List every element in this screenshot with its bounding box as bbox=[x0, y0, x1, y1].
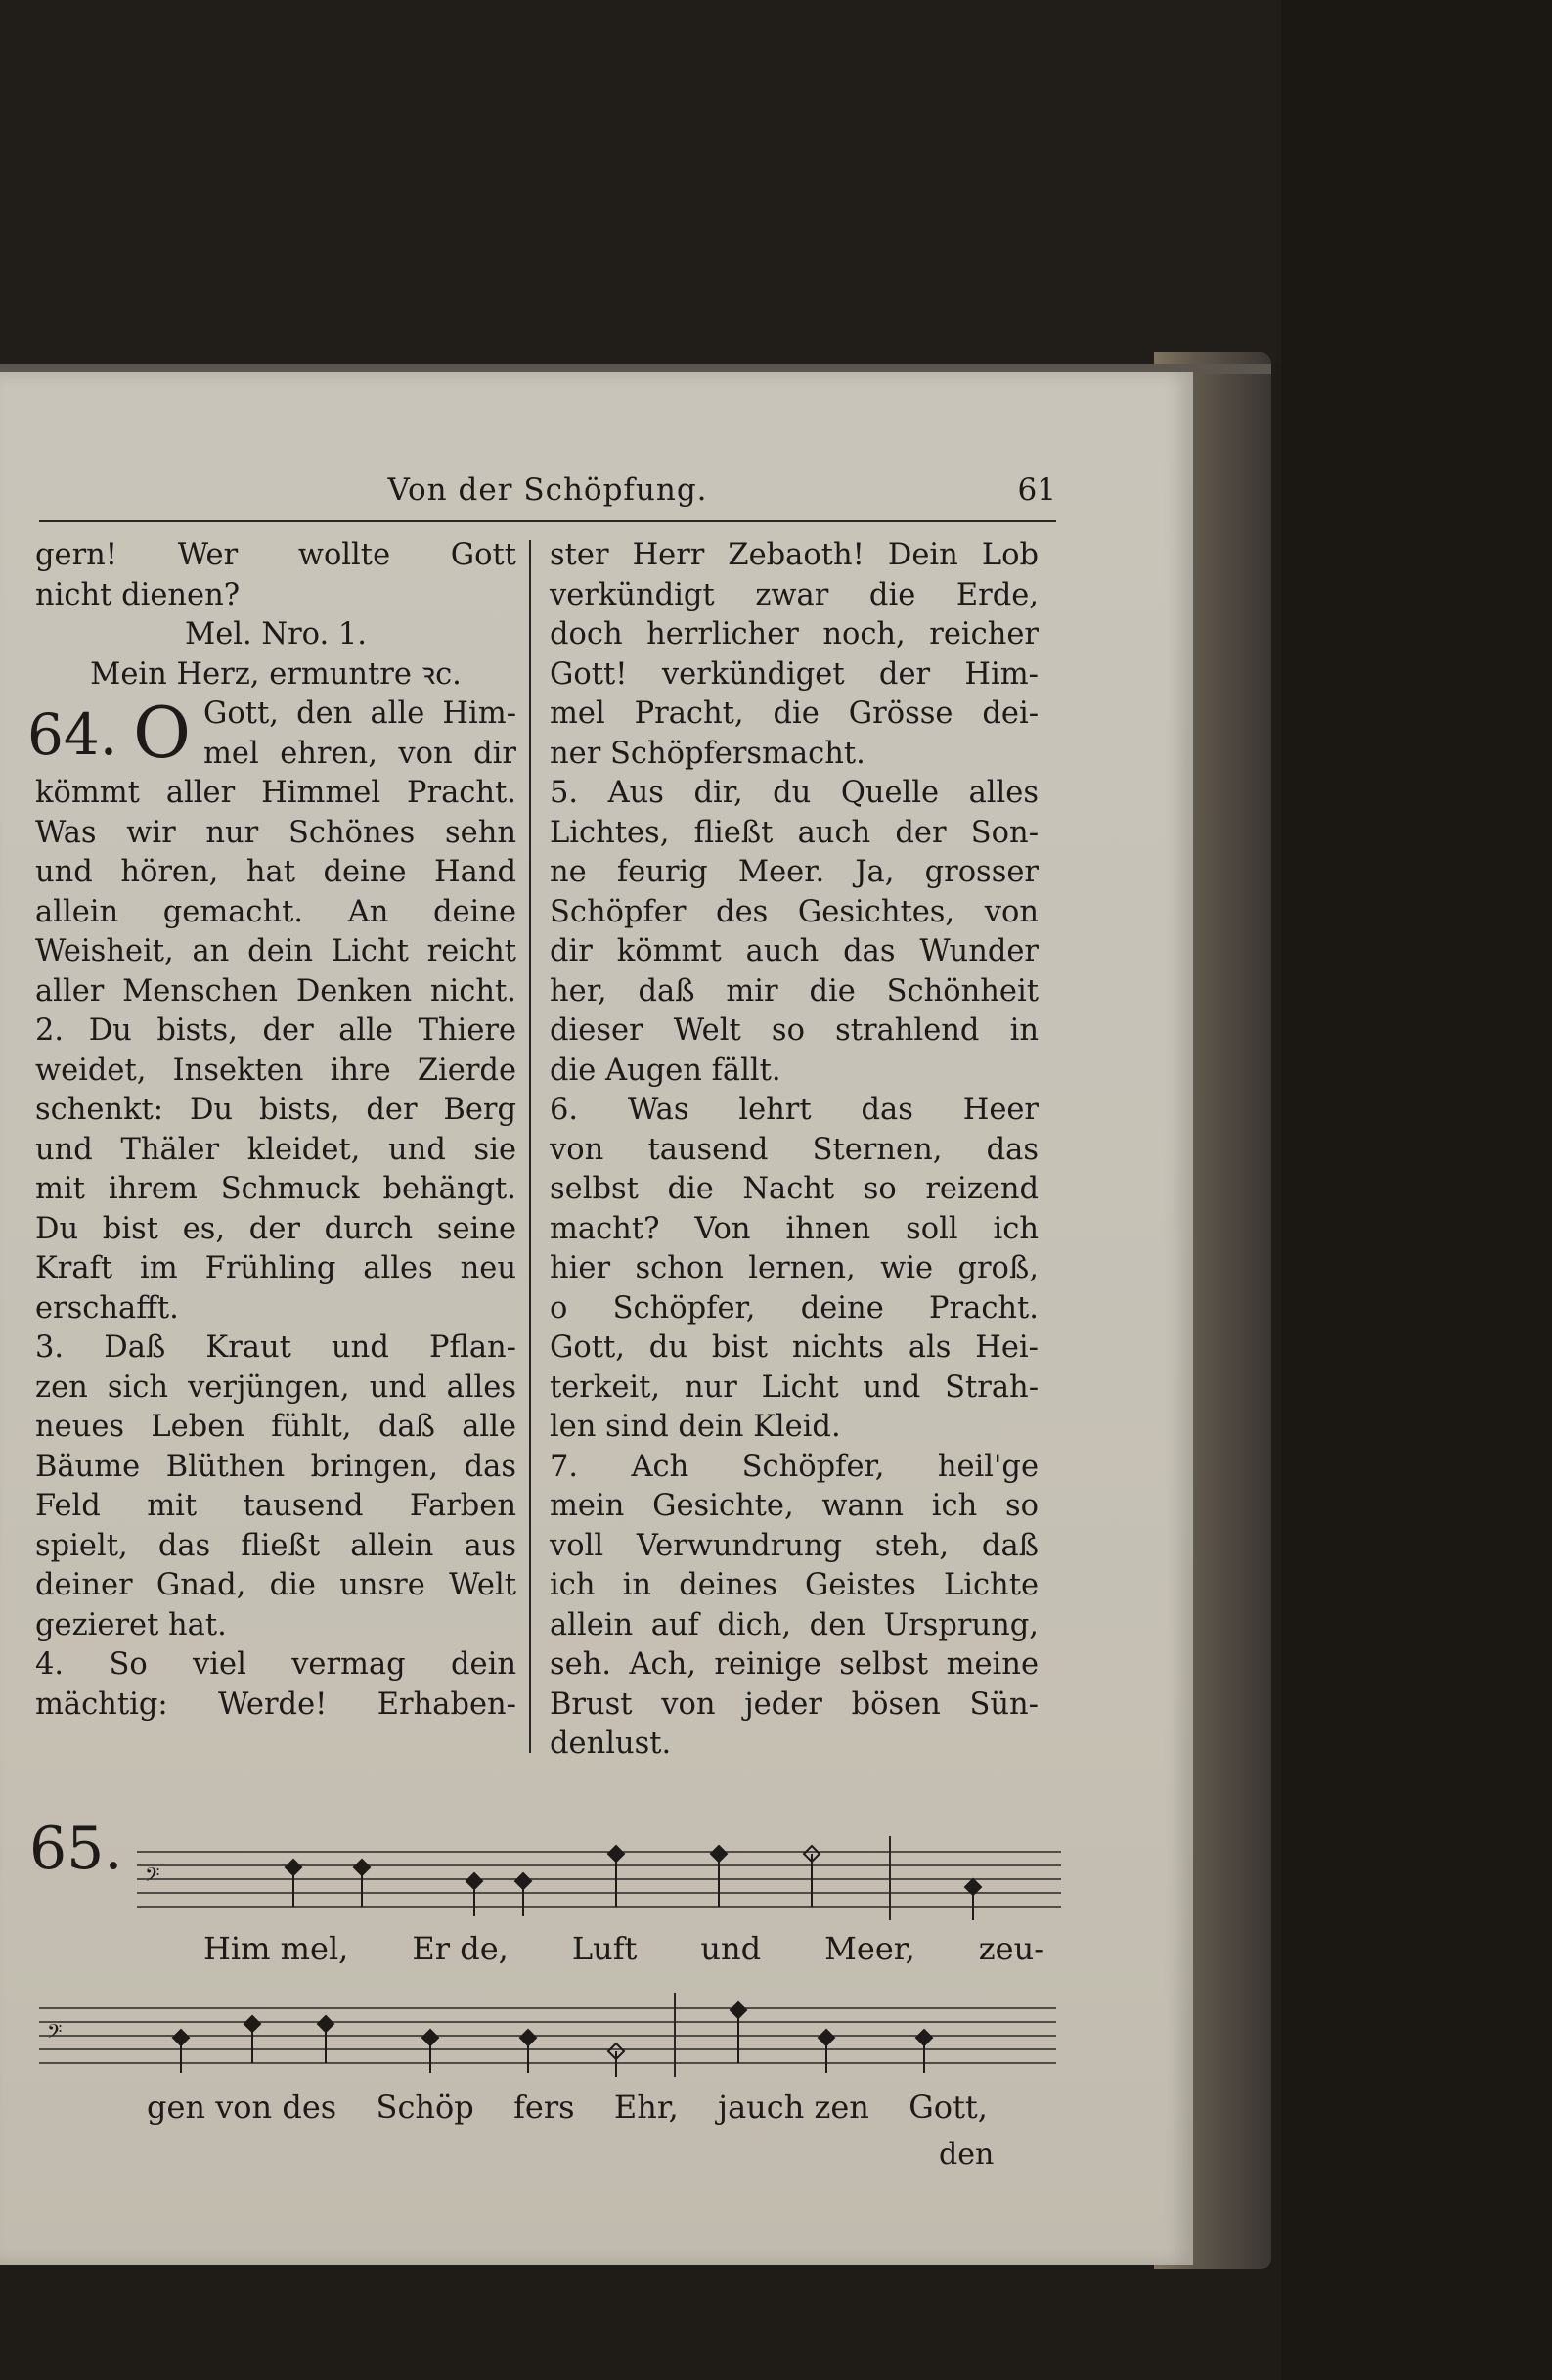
text-line: erschafft. bbox=[35, 1290, 179, 1325]
text-line: von tausend Sternen, das bbox=[550, 1132, 1039, 1167]
text-line: mel ehren, von dir bbox=[203, 736, 516, 771]
text-line: ner Schöpfersmacht. bbox=[550, 736, 865, 771]
text-line: Weisheit, an dein Licht reicht bbox=[35, 934, 516, 968]
column-divider bbox=[529, 540, 531, 1753]
text-line: neues Leben fühlt, daß alle bbox=[35, 1410, 516, 1444]
lyric-syllable: Meer, bbox=[824, 1930, 915, 1967]
text-line: Gott! verkündiget der Him- bbox=[550, 656, 1039, 692]
text-line: Brust von jeder bösen Sün- bbox=[550, 1686, 1039, 1722]
text-line: seh. Ach, reinige selbst meine bbox=[550, 1647, 1039, 1682]
text-line: len sind dein Kleid. bbox=[550, 1410, 841, 1444]
text-line: her, daß mir die Schönheit bbox=[550, 973, 1039, 1009]
text-line: 3. Daß Kraut und Pflan- bbox=[35, 1330, 516, 1365]
hymn-65-music bbox=[29, 1805, 1056, 2172]
text-line: die Augen fällt. bbox=[550, 1053, 781, 1088]
text-line: ich in deines Geistes Lichte bbox=[550, 1568, 1039, 1602]
text-line: ster Herr Zebaoth! Dein Lob bbox=[550, 538, 1039, 572]
text-line: Bäume Blüthen bringen, das bbox=[35, 1449, 516, 1484]
text-line: und hören, hat deine Hand bbox=[35, 855, 516, 889]
text-line: deiner Gnad, die unsre Welt bbox=[35, 1568, 516, 1602]
text-line: macht? Von ihnen soll ich bbox=[550, 1211, 1039, 1246]
text-line: 6. Was lehrt das Heer bbox=[550, 1093, 1039, 1127]
music-staff-2 bbox=[39, 1979, 1066, 2087]
right-column bbox=[550, 536, 1039, 1765]
lyric-syllable: Gott, bbox=[909, 2088, 988, 2126]
text-line: terkeit, nur Licht und Strah- bbox=[550, 1370, 1039, 1405]
text-line: zen sich verjüngen, und alles bbox=[35, 1370, 516, 1405]
svg-text:𝄢: 𝄢 bbox=[145, 1864, 160, 1891]
text-line: allein auf dich, den Ursprung, bbox=[550, 1607, 1039, 1642]
text-line: Gott, den alle Him- bbox=[203, 696, 516, 731]
lyric-syllable: und bbox=[700, 1930, 762, 1967]
page-number: 61 bbox=[1017, 472, 1056, 508]
text-line: ne feurig Meer. Ja, grosser bbox=[550, 855, 1039, 889]
text-line: 7. Ach Schöpfer, heil'ge bbox=[550, 1449, 1039, 1484]
text-line: dir kömmt auch das Wunder bbox=[550, 934, 1039, 968]
lyric-syllable: Er de, bbox=[412, 1930, 509, 1967]
text-line: spielt, das fließt allein aus bbox=[35, 1528, 516, 1563]
text-line: weidet, Insekten ihre Zierde bbox=[35, 1053, 516, 1088]
text-line: verkündigt zwar die Erde, bbox=[550, 577, 1039, 612]
text-line: Lichtes, fließt auch der Son- bbox=[550, 815, 1039, 850]
text-line: 2. Du bists, der alle Thiere bbox=[35, 1013, 516, 1048]
text-line: gezieret hat. bbox=[35, 1607, 227, 1642]
lyric-syllable: Him mel, bbox=[203, 1930, 349, 1967]
text-line: dieser Welt so strahlend in bbox=[550, 1013, 1039, 1048]
lyric-syllable: zeu- bbox=[978, 1930, 1044, 1967]
text-line: o Schöpfer, deine Pracht. bbox=[550, 1290, 1039, 1325]
text-line: doch herrlicher noch, reicher bbox=[550, 617, 1039, 651]
lyrics-line-2 bbox=[147, 2088, 988, 2126]
header-rule bbox=[39, 520, 1056, 522]
hymn-number: 64. bbox=[27, 701, 118, 768]
lyrics-line-1 bbox=[203, 1930, 1044, 1967]
text-line: und Thäler kleidet, und sie bbox=[35, 1132, 516, 1167]
lyric-syllable: jauch zen bbox=[718, 2088, 869, 2126]
text-line: Feld mit tausend Farben bbox=[35, 1489, 516, 1523]
melody-reference: Mein Herz, ermuntre ꝛc. bbox=[90, 656, 462, 692]
text-line: 4. So viel vermag dein bbox=[35, 1647, 516, 1682]
lyric-syllable: Schöp bbox=[376, 2088, 474, 2126]
lyric-syllable: Luft bbox=[571, 1930, 638, 1967]
dark-background-right bbox=[1281, 0, 1552, 2380]
lyric-syllable: gen von des bbox=[147, 2088, 337, 2126]
text-line: 5. Aus dir, du Quelle alles bbox=[550, 776, 1039, 810]
text-line: kömmt aller Himmel Pracht. bbox=[35, 776, 516, 810]
text-line: Du bist es, der durch seine bbox=[35, 1211, 516, 1246]
text-line: mit ihrem Schmuck behängt. bbox=[35, 1172, 516, 1206]
running-header: Von der Schöpfung. bbox=[387, 472, 708, 508]
left-column bbox=[27, 536, 516, 1725]
text-line: Was wir nur Schönes sehn bbox=[35, 815, 516, 850]
text-line: mein Gesichte, wann ich so bbox=[550, 1489, 1039, 1523]
text-line: voll Verwundrung steh, daß bbox=[550, 1528, 1039, 1563]
text-line: nicht dienen? bbox=[35, 577, 241, 612]
text-line: schenkt: Du bists, der Berg bbox=[35, 1093, 516, 1127]
text-line: Gott, du bist nichts als Hei- bbox=[550, 1330, 1039, 1365]
text-line: selbst die Nacht so reizend bbox=[550, 1172, 1039, 1206]
lyric-syllable: Ehr, bbox=[613, 2088, 679, 2126]
svg-text:𝄢: 𝄢 bbox=[47, 2020, 63, 2047]
hymn-number: 65. bbox=[29, 1815, 123, 1883]
text-line: mel Pracht, die Grösse dei- bbox=[550, 696, 1039, 731]
text-line: Kraft im Frühling alles neu bbox=[35, 1251, 516, 1285]
hymn-64-start bbox=[27, 692, 516, 774]
text-line: mächtig: Werde! Erhaben- bbox=[35, 1686, 516, 1722]
lyric-syllable: fers bbox=[513, 2088, 575, 2126]
text-line: gern! Wer wollte Gott bbox=[35, 538, 516, 572]
drop-initial: O bbox=[133, 692, 192, 774]
text-line: aller Menschen Denken nicht. bbox=[35, 973, 516, 1009]
text-line: hier schon lernen, wie groß, bbox=[550, 1251, 1039, 1285]
text-line: allein gemacht. An deine bbox=[35, 894, 516, 929]
text-line: denlust. bbox=[550, 1727, 672, 1761]
melody-number: Mel. Nro. 1. bbox=[184, 617, 367, 651]
catchword: den bbox=[939, 2137, 995, 2172]
music-staff-1 bbox=[137, 1822, 1066, 1930]
text-line: Schöpfer des Gesichtes, von bbox=[550, 894, 1039, 929]
